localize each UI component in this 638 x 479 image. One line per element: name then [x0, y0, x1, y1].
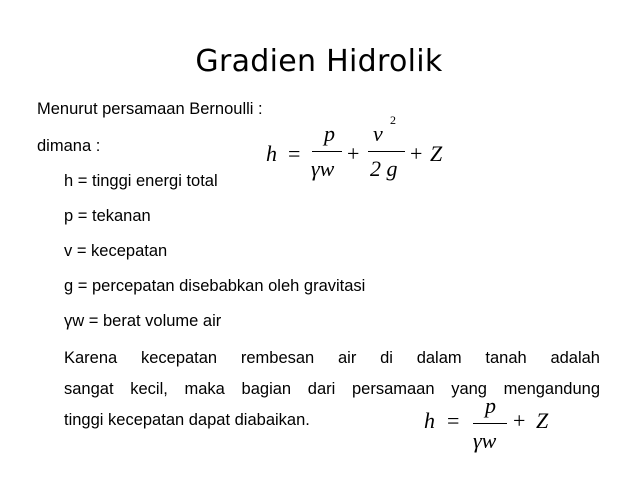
eq1-denominator-2g: 2 g [370, 156, 398, 181]
eq2-equals: = [447, 408, 460, 433]
paragraph-line-3: tinggi kecepatan dapat diabaikan. [64, 411, 310, 429]
slide-title: Gradien Hidrolik [195, 44, 443, 79]
eq1-plus-1: + [347, 141, 360, 166]
eq2-lhs: h [424, 408, 435, 433]
definition-v: v = kecepatan [64, 242, 168, 260]
eq1-fraction-bar-1 [312, 151, 342, 152]
eq1-z: Z [430, 141, 443, 166]
paragraph-line-2: sangat kecil, maka bagian dari persamaan yang mengandung [64, 380, 600, 398]
eq1-numerator-v: v [373, 121, 383, 146]
eq2-plus: + [513, 408, 526, 433]
eq1-denominator-gamma-w: γw [311, 156, 335, 181]
eq2-fraction-bar [473, 423, 507, 424]
eq2-numerator-p: p [485, 393, 496, 418]
definition-h: h = tinggi energi total [64, 172, 218, 190]
definition-p: p = tekanan [64, 207, 151, 225]
eq1-fraction-bar-2 [368, 151, 405, 152]
eq1-lhs: h [266, 141, 277, 166]
eq2-z: Z [536, 408, 549, 433]
definition-gamma-w: γw = berat volume air [64, 312, 222, 330]
eq1-exponent-2: 2 [390, 113, 396, 127]
eq2-denominator-gamma-w: γw [473, 428, 497, 453]
eq1-numerator-p: p [324, 121, 335, 146]
paragraph-line-1: Karena kecepatan rembesan air di dalam tanah adalah [64, 349, 600, 367]
dimana-label: dimana : [37, 137, 101, 155]
intro-text: Menurut persamaan Bernoulli : [37, 100, 263, 118]
eq1-plus-2: + [410, 141, 423, 166]
eq1-equals: = [288, 141, 301, 166]
definition-g: g = percepatan disebabkan oleh gravitasi [64, 277, 366, 295]
